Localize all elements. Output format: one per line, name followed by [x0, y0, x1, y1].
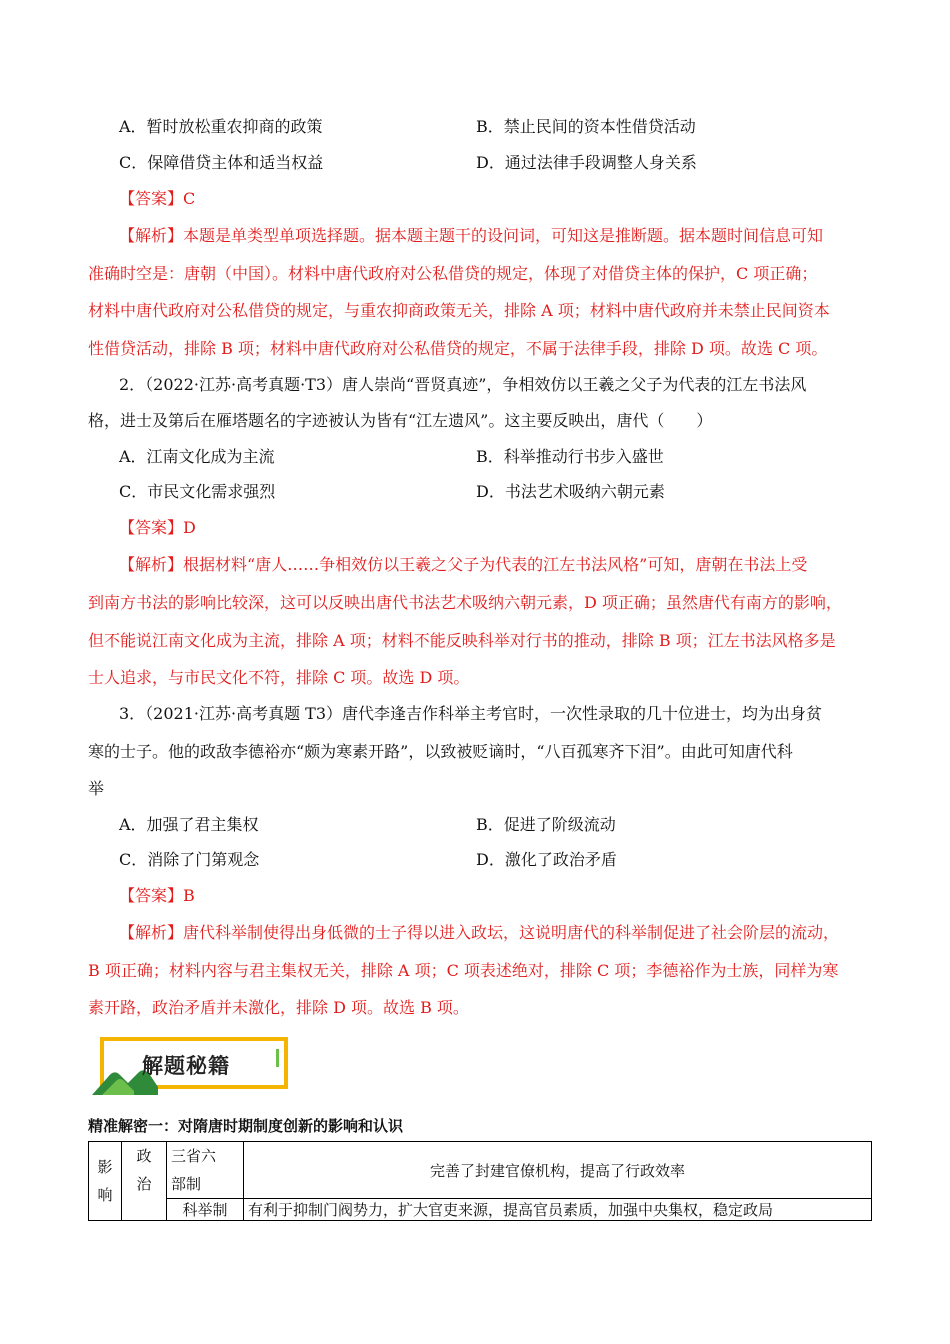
q3-stem-line: 寒的士子。他的政敌李德裕亦“颇为寒素开路”，以致被贬谪时，“八百孤寒齐下泪”。由此可知唐代科: [88, 742, 793, 761]
table-cell-label: 科举制: [167, 1199, 244, 1221]
q2-option-b: B．科举推动行书步入盛世: [476, 447, 664, 466]
q3-analysis-line: 素开路，政治矛盾并未激化，排除 D 项。故选 B 项。: [88, 998, 469, 1017]
q3-option-b: B．促进了阶级流动: [476, 815, 616, 834]
table-cell-text: 完善了封建官僚机构，提高了行政效率: [244, 1142, 872, 1199]
q1-option-c: C．保障借贷主体和适当权益: [119, 153, 324, 172]
q3-analysis-line: B 项正确；材料内容与君主集权无关，排除 A 项；C 项表述绝对，排除 C 项；李德裕作为士族，同样为寒: [88, 961, 839, 980]
table-cell-politics: 政 治: [122, 1142, 167, 1221]
q2-analysis-line: 【解析】根据材料“唐人……争相效仿以王羲之父子为代表的江左书法风格”可知，唐朝在书法上受: [119, 555, 808, 574]
q1-analysis-line: 【解析】本题是单类型单项选择题。据本题主题干的设问词，可知这是推断题。据本题时间信息可知: [119, 226, 824, 245]
q3-stem-line: 举: [88, 779, 105, 798]
q3-option-c: C．消除了门第观念: [119, 850, 260, 869]
section-title: 精准解密一：对隋唐时期制度创新的影响和认识: [88, 1117, 404, 1135]
q3-stem-line: 3．（2021·江苏·高考真题 T3）唐代李逢吉作科举主考官时，一次性录取的几十位进士，均为出身贫: [119, 704, 823, 723]
tips-badge: [92, 1033, 294, 1095]
influence-table: [88, 1141, 872, 1221]
q3-analysis-line: 【解析】唐代科举制使得出身低微的士子得以进入政坛，这说明唐代的科举制促进了社会阶层的流动，: [119, 923, 840, 942]
q1-option-a: A．暂时放松重农抑商的政策: [119, 117, 323, 136]
table-cell-influence: 影 响: [89, 1142, 122, 1221]
table-row: [89, 1142, 872, 1199]
q2-answer: 【答案】D: [119, 518, 196, 537]
q1-analysis-line: 性借贷活动，排除 B 项；材料中唐代政府对公私借贷的规定，不属于法律手段，排除 D 项。故选 C 项。: [88, 339, 828, 358]
q2-analysis-line: 士人追求，与市民文化不符，排除 C 项。故选 D 项。: [88, 668, 470, 687]
q2-option-d: D．书法艺术吸纳六朝元素: [476, 482, 665, 501]
q2-option-c: C．市民文化需求强烈: [119, 482, 276, 501]
q3-answer: 【答案】B: [119, 886, 195, 905]
q1-answer: 【答案】C: [119, 189, 196, 208]
q1-option-b: B．禁止民间的资本性借贷活动: [476, 117, 696, 136]
badge-label: 解题秘籍: [142, 1054, 230, 1078]
q2-analysis-line: 到南方书法的影响比较深，这可以反映出唐代书法艺术吸纳六朝元素，D 项正确；虽然唐代有南方的影响，: [88, 593, 842, 612]
table-cell-text: 有利于抑制门阀势力，扩大官吏来源，提高官员素质，加强中央集权，稳定政局: [244, 1199, 872, 1221]
q2-stem-line: 格，进士及第后在雁塔题名的字迹被认为皆有“江左遗风”。这主要反映出，唐代（ ）: [88, 411, 713, 430]
table-row: [89, 1199, 872, 1221]
q2-stem-line: 2．（2022·江苏·高考真题·T3）唐人崇尚“晋贤真迹”，争相效仿以王羲之父子为代表的江左书法风: [119, 375, 807, 394]
q3-option-a: A．加强了君主集权: [119, 815, 259, 834]
q1-analysis-line: 材料中唐代政府对公私借贷的规定，与重农抑商政策无关，排除 A 项；材料中唐代政府并未禁止民间资本: [88, 301, 830, 320]
q1-option-d: D．通过法律手段调整人身关系: [476, 153, 697, 172]
q3-option-d: D．激化了政治矛盾: [476, 850, 617, 869]
table-cell-label: 三省六 部制: [167, 1142, 244, 1199]
q2-analysis-line: 但不能说江南文化成为主流，排除 A 项；材料不能反映科举对行书的推动，排除 B 项；江左书法风格多是: [88, 631, 836, 650]
q2-option-a: A．江南文化成为主流: [119, 447, 275, 466]
q1-analysis-line: 准确时空是：唐朝（中国）。材料中唐代政府对公私借贷的规定，体现了对借贷主体的保护，C 项正确；: [88, 264, 818, 283]
